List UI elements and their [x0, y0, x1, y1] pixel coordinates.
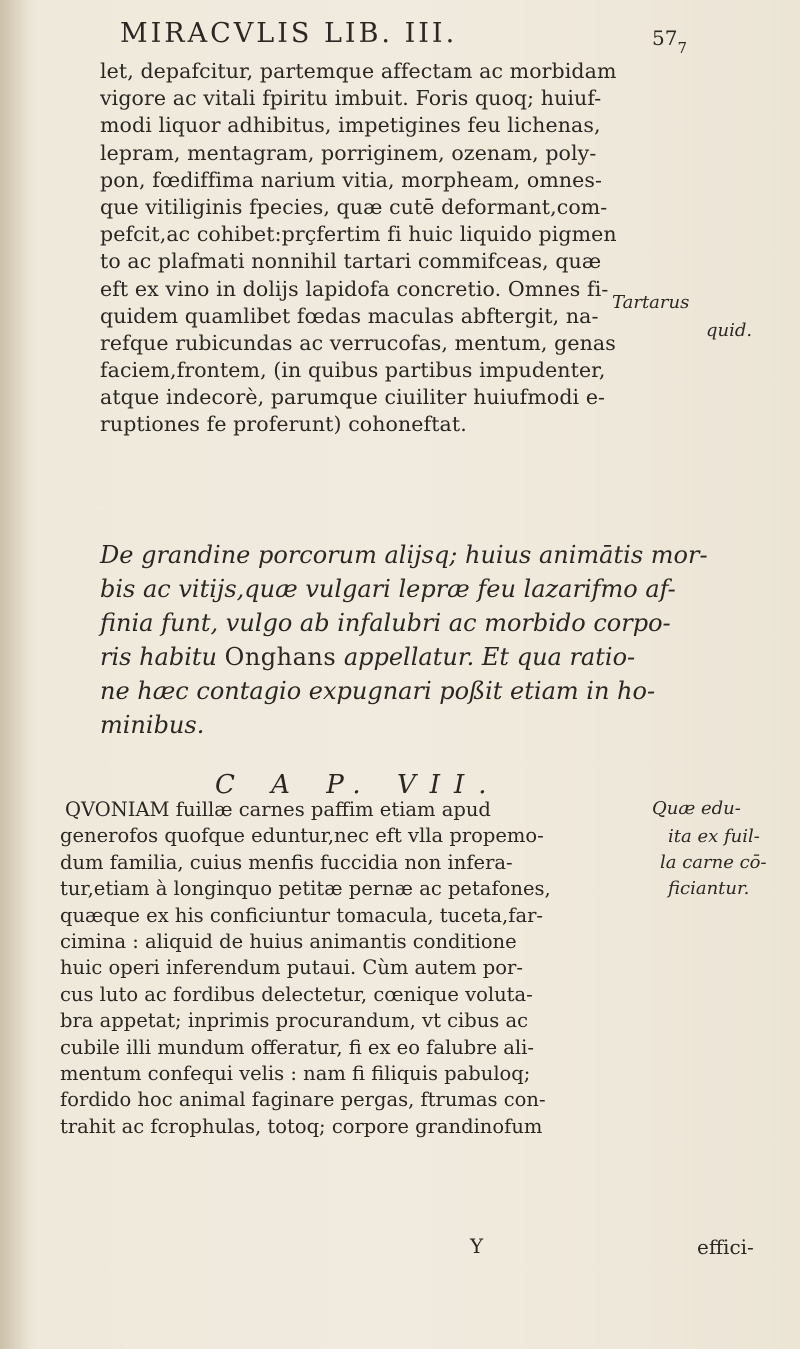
text-line: pefcit,ac cohibet:prçfertim fi huic liquido pigmen: [100, 222, 617, 247]
text-line: cimina : aliquid de huius animantis conditione: [60, 929, 517, 953]
margin-note-ficiantur: ficiantur.: [668, 878, 750, 899]
margin-note-ita-ex-fuil: ita ex fuil-: [668, 826, 760, 847]
text-line: refque rubicundas ac verrucofas, mentum, genas: [100, 330, 616, 355]
text-line: let, depafcitur, partemque affectam ac morbidam: [100, 59, 617, 83]
section-title: [100, 538, 710, 742]
text-line: dum familia, cuius menfis fuccidia non infera-: [60, 850, 513, 874]
text-line: tur,etiam à longinquo petitæ pernæ ac petafones,: [60, 877, 551, 901]
title-vernacular-word: Onghans: [224, 643, 337, 671]
text-line: fordido hoc animal faginare pergas, ftrumas con-: [60, 1088, 546, 1112]
title-line: minibus.: [100, 711, 205, 739]
folio-number: 57: [652, 26, 678, 50]
text-line: atque indecorè, parumque ciuiliter huiufmodi e-: [100, 385, 606, 410]
signature-mark: Y: [470, 1234, 484, 1258]
text-line: QVONIAM fuillæ carnes paffim etiam apud: [65, 798, 491, 821]
page-number: [652, 26, 687, 57]
text-line: mentum confequi velis : nam fi filiquis pabuloq;: [60, 1061, 531, 1085]
text-line: to ac plafmati nonnihil tartari commifceas, quæ: [100, 249, 602, 274]
margin-note-tartarus: Tartarus: [612, 292, 690, 313]
chapter-paragraph: [60, 797, 740, 1140]
catchword: effici-: [697, 1235, 754, 1259]
title-line: finia funt, vulgo ab infalubri ac morbido corpo-: [100, 609, 671, 637]
text-line: generofos quofque eduntur,nec eft vlla propemo-: [60, 824, 544, 848]
text-line: quæque ex his conficiuntur tomacula, tuceta,far-: [60, 903, 544, 927]
title-line: De grandine porcorum alijsq; huius animātis mor-: [100, 541, 708, 569]
text-line: lepram, mentagram, porriginem, ozenam, poly-: [100, 140, 597, 165]
text-line: huic operi inferendum putaui. Cùm autem por-: [60, 956, 523, 980]
title-fragment: appellatur. Et qua ratio-: [336, 643, 636, 671]
running-header: [120, 18, 780, 58]
text-line: cus luto ac fordibus delectetur, cœnique voluta-: [60, 982, 533, 1006]
margin-note-quid: quid.: [706, 320, 753, 341]
text-line: bra appetat; inprimis procurandum, vt cibus ac: [60, 1009, 529, 1033]
text-line: cubile illi mundum offeratur, fi ex eo falubre ali-: [60, 1035, 534, 1059]
title-line: [100, 640, 710, 674]
text-line: trahit ac fcrophulas, totoq; corpore grandinofum: [60, 1114, 543, 1138]
title-line: bis ac vitijs,quæ vulgari lepræ feu lazarifmo af-: [100, 575, 676, 603]
text-line: faciem,frontem, (in quibus partibus impudenter,: [100, 358, 606, 383]
text-line: pon, fœdiffima narium vitia, morpheam, omnes-: [100, 167, 603, 192]
title-fragment: ris habitu: [100, 643, 225, 671]
page-gutter-shadow: [0, 0, 30, 1349]
margin-note-qua-edu: Quæ edu-: [652, 798, 741, 819]
text-line: eft ex vino in dolijs lapidofa concretio. Omnes fi-: [100, 276, 609, 301]
text-line: ruptiones fe proferunt) cohoneftat.: [100, 412, 467, 437]
text-line: quidem quamlibet fœdas maculas abftergit, na-: [100, 303, 599, 328]
margin-note-la-carne-co: la carne cō-: [660, 852, 767, 873]
text-line: que vitiliginis fpecies, quæ cutē deformant,com-: [100, 194, 608, 219]
text-line: modi liquor adhibitus, impetigines feu lichenas,: [100, 113, 601, 138]
title-line: ne hæc contagio expugnari poßit etiam in ho-: [100, 677, 656, 705]
running-title: MIRACVLIS LIB. III.: [120, 18, 458, 49]
main-paragraph: [100, 58, 720, 439]
chapter-heading: C A P. VII.: [215, 770, 501, 800]
folio-subscript: 7: [677, 39, 687, 57]
text-line: vigore ac vitali fpiritu imbuit. Foris quoq; huiuf-: [100, 86, 602, 111]
